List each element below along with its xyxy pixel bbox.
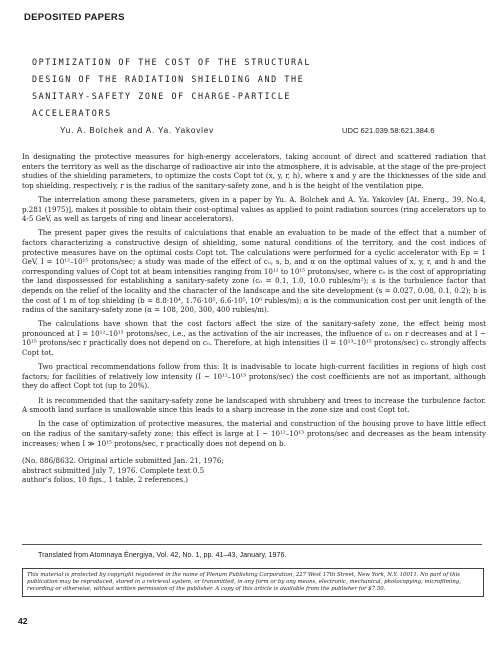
article-title: OPTIMIZATION OF THE COST OF THE STRUCTURAL DESIGN OF THE RADIATION SHIELDING AND THE SANITARY-SAFETY ZONE OF CHARGE-PARTICLE ACCELERATORS bbox=[32, 57, 311, 118]
section-label: DEPOSITED PAPERS bbox=[24, 12, 125, 23]
authors: Yu. A. Bolchek and A. Ya. Yakovlev bbox=[60, 126, 215, 135]
paragraph: The calculations have shown that the cost factors affect the size of the sanitary-safety zone, the effect being most pronounced at I = 10¹²–10¹³ protons/sec, i.e., as the activation of the air increases, the influence of c₀ on r decreases and at I ~ 10¹⁵ protons/sec r practically does not depend on c₀. Therefore, at high intensities (I = 10¹³–10¹⁵ protons/sec) c₀ strongly affects Copt tot. bbox=[22, 319, 486, 358]
article-body bbox=[22, 152, 486, 485]
udc-code: UDC 621.039.58:621.384.6 bbox=[342, 126, 435, 135]
translation-note: Translated from Atomnaya Énergiya, Vol. 42, No. 1, pp. 41–43, January, 1976. bbox=[38, 550, 287, 559]
paragraph: In the case of optimization of protective measures, the material and construction of the housing prove to have little effect on the radius of the sanitary-safety zone; this effect is large at I ~ 10¹²–10¹³ protons/sec and decreases as the beam intensity increases; when I ≫ 10¹⁵ protons/sec, r practically does not depend on b. bbox=[22, 419, 486, 448]
paragraph: In designating the protective measures for high-energy accelerators, taking account of direct and scattered radiation that enters the territory as well as the discharge of radioactive air into the atmosphere, it is advisable, at the stage of the pre-project studies of the shielding parameters, to optimize the costs Copt tot (x, y, r, h), where x and y are the thicknesses of the side and top shielding, respectively, r is the radius of the sanitary-safety zone, and h is the height of the ventilation pipe. bbox=[22, 152, 486, 190]
paragraph: The interrelation among these parameters, given in a paper by Yu. A. Bolchek and A. Ya. Yakovlev [At. Energ., 39, No.4, p.281 (1975)], makes it possible to obtain their cost-optimal values as applied to point radiation sources (ring accelerators up to 4-5 GeV, as well as targets of ring and linear accelerators). bbox=[22, 194, 486, 224]
paragraph: The present paper gives the results of calculations that enable an evaluation to be made of the effect that a number of factors characterizing a constructive design of shielding, some natural conditions of the territory, and the cost indices of protective measures have on the optimal costs Copt tot. The calculations were performed for a cyclic accelerator with Ep = 1 GeV, I = 10¹²–10¹⁵ protons/sec; a study was made of the effect of c₀, s, b, and α on the optimal values of x, y, r, and h and the corresponding values of Copt tot at beam intensities ranging from 10¹² to 10¹⁵ protons/sec, where c₀ is the cost of appropriating the land dispossessed for establishing a sanitary-safety zone (c₀ = 0.1, 1.0, 10.0 rubles/m²); s is the turbulence factor that depends on the relief of the locality and the character of the landscape and the site development (s = 0.027, 0.08, 0.1, 0.2); b is the cost of 1 m of top shielding (b = 8.8·10⁴, 1.76·10⁵, 6.6·10⁵, 10⁶ rubles/m); α is the communication cost per unit length of the radius of the sanitary-safety zone (α = 108, 200, 300, 400 rubles/m). bbox=[22, 228, 486, 315]
submission-info bbox=[22, 456, 486, 485]
submission-line: (No. 886/8632. Original article submitted Jan. 21, 1976; bbox=[22, 456, 224, 466]
copyright-notice: This material is protected by copyright registered in the name of Plenum Publishing Corporation, 227 West 17th Street, New York, N.Y. 10011. No part of this publication may be reproduced, stored in a retrieval system, or transmitted, in any form or by any means, electronic, mechanical, photocopying, microfilming, recording or otherwise, without written permission of the publisher. A copy of this article is available from the publisher for $7.50. bbox=[22, 568, 484, 597]
submission-line: author's folios, 10 figs., 1 table, 2 references.) bbox=[22, 475, 189, 485]
paragraph: Two practical recommendations follow from this: It is inadvisable to locate high-current facilities in regions of high cost factors; for facilities of relatively low intensity (I ~ 10¹²–10¹³ protons/sec) the cost coefficients are not as important, although they do affect Copt tot (up to 20%). bbox=[22, 362, 486, 391]
submission-line: abstract submitted July 7, 1976. Complete text 0.5 bbox=[22, 465, 205, 475]
page-number: 42 bbox=[18, 616, 28, 626]
divider bbox=[22, 544, 482, 545]
paragraph: It is recommended that the sanitary-safety zone be landscaped with shrubbery and trees to increase the turbulence factor. A smooth land surface is unallowable since this leads to a sharp increase in the zone size and cost Copt tot. bbox=[22, 395, 486, 415]
